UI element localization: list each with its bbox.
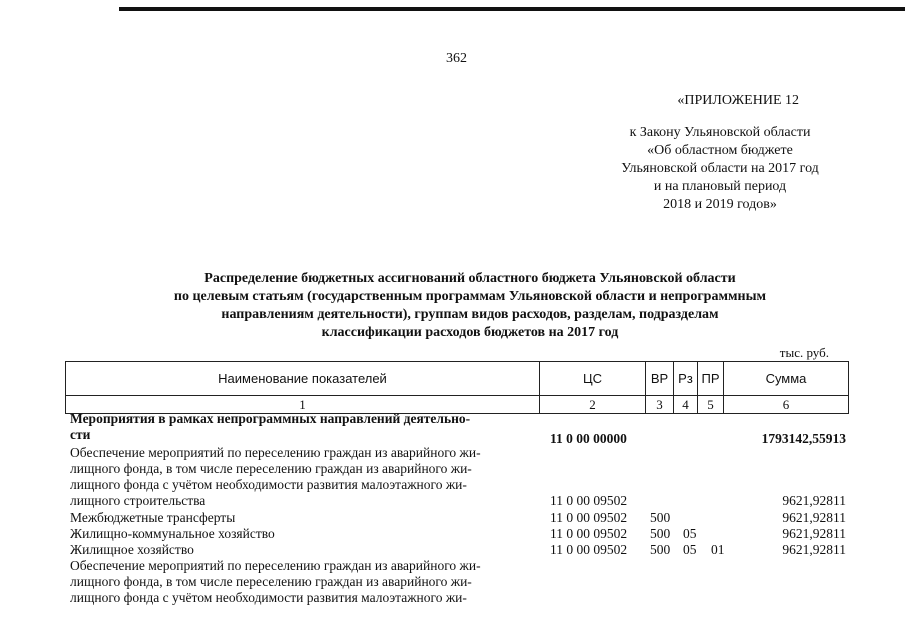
table-row (70, 558, 850, 610)
law-line: 2018 и 2019 годов» (663, 197, 777, 212)
title-line: направлениям деятельности), группам видов расходов, разделам, подразделам (221, 307, 719, 322)
row-name: Межбюджетные трансферты (70, 510, 236, 525)
title-line: классификации расходов бюджетов на 2017 год (321, 325, 619, 340)
header-vr: ВР (645, 361, 674, 396)
colnum-5: 5 (697, 395, 724, 414)
colnum-3: 3 (645, 395, 674, 414)
header-pr: ПР (697, 361, 724, 396)
row-rz: 05 (683, 542, 697, 557)
law-reference (600, 124, 840, 214)
document-title (90, 270, 850, 342)
row-name-line: Обеспечение мероприятий по переселению граждан из аварийного жи- (70, 558, 481, 573)
table-header (65, 361, 849, 414)
table-row (70, 542, 850, 558)
row-name-line: лищного фонда с учётом необходимости развития малоэтажного жи- (70, 590, 467, 605)
row-name (70, 445, 536, 509)
header-name: Наименование показателей (65, 361, 540, 396)
row-vr: 500 (650, 510, 671, 525)
title-line: Распределение бюджетных ассигнований областного бюджета Ульяновской области (204, 271, 736, 286)
row-vr: 500 (650, 526, 671, 541)
row-name: Жилищное хозяйство (70, 542, 194, 557)
row-sum: 9621,92811 (782, 510, 846, 525)
appendix-title: «ПРИЛОЖЕНИЕ 12 (677, 93, 799, 108)
table-row (70, 510, 850, 526)
units-label: тыс. руб. (779, 345, 829, 360)
row-name (70, 558, 536, 606)
law-line: и на плановый период (653, 179, 787, 194)
row-name-line: лищного фонда, в том числе переселению граждан из аварийного жи- (70, 574, 472, 589)
colnum-1: 1 (65, 395, 540, 414)
colnum-4: 4 (673, 395, 698, 414)
law-line: к Закону Ульяновской области (629, 125, 811, 140)
row-name-line: лищного фонда с учётом необходимости развития малоэтажного жи- (70, 477, 467, 492)
row-name-line: Мероприятия в рамках непрограммных направлений деятельно- (70, 411, 471, 426)
header-sum: Сумма (723, 361, 849, 396)
law-line: Ульяновской области на 2017 год (621, 161, 819, 176)
row-vr: 500 (650, 542, 671, 557)
row-name-line: Обеспечение мероприятий по переселению граждан из аварийного жи- (70, 445, 481, 460)
row-rz: 05 (683, 526, 697, 541)
row-sum: 9621,92811 (782, 493, 846, 508)
page-number: 362 (446, 51, 467, 66)
row-cs: 11 0 00 09502 (550, 542, 628, 557)
scan-top-border (119, 7, 905, 11)
row-sum: 9621,92811 (782, 526, 846, 541)
header-rz: Рз (673, 361, 698, 396)
row-pr: 01 (711, 542, 725, 557)
row-sum: 9621,92811 (782, 542, 846, 557)
row-cs: 11 0 00 09502 (550, 510, 628, 525)
table-row (70, 411, 850, 445)
row-cs: 11 0 00 09502 (550, 526, 628, 541)
row-name-line: сти (70, 427, 91, 442)
row-sum: 1793142,55913 (761, 431, 846, 446)
table-body (70, 411, 850, 610)
row-name-line: лищного фонда, в том числе переселению граждан из аварийного жи- (70, 461, 472, 476)
header-cs: ЦС (539, 361, 646, 396)
table-row (70, 445, 850, 510)
row-name: Жилищно-коммунальное хозяйство (70, 526, 275, 541)
row-name-line: лищного строительства (70, 493, 206, 508)
row-cs: 11 0 00 00000 (550, 431, 627, 446)
colnum-6: 6 (723, 395, 849, 414)
title-line: по целевым статьям (государственным программам Ульяновской области и непрограммным (173, 289, 767, 304)
row-cs: 11 0 00 09502 (550, 493, 628, 508)
law-line: «Об областном бюджете (647, 143, 793, 158)
table-row (70, 526, 850, 542)
colnum-2: 2 (539, 395, 646, 414)
row-name (70, 411, 536, 443)
